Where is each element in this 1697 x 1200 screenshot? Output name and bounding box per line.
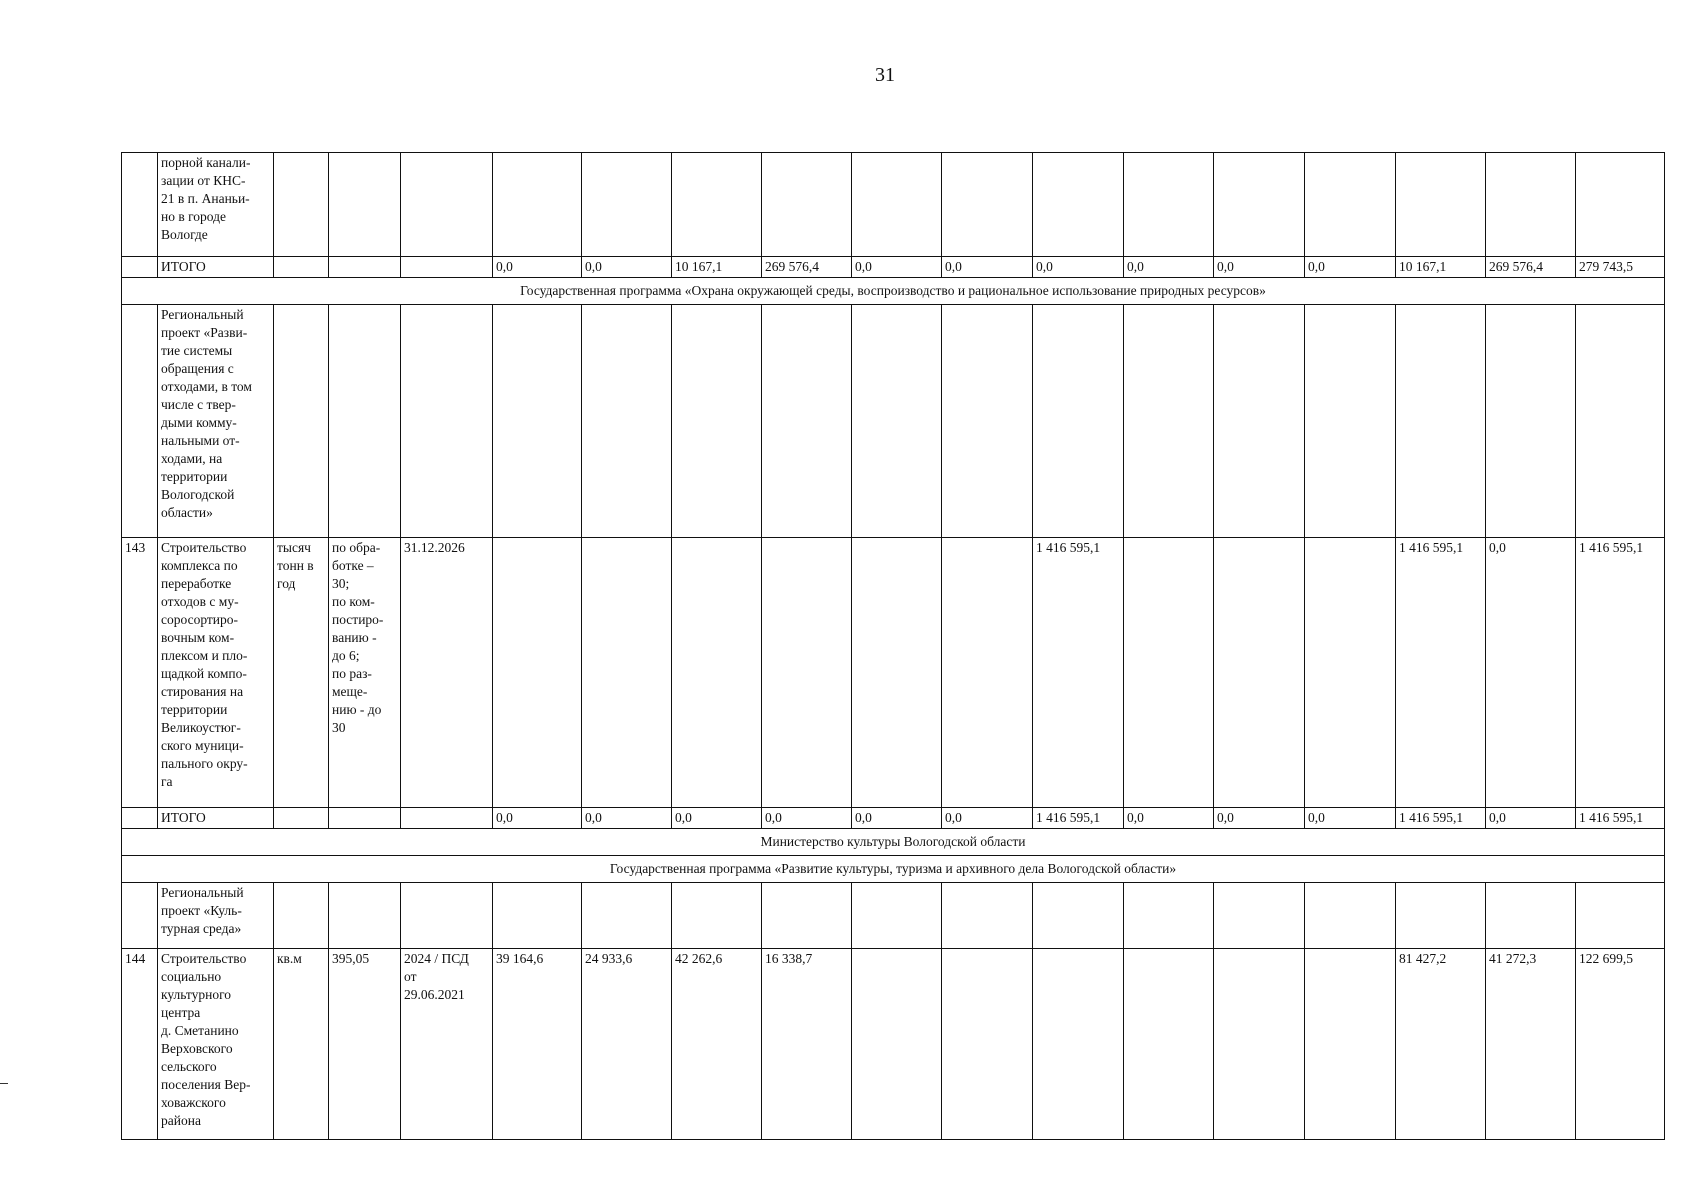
- table-cell: 1 416 595,1: [1396, 808, 1486, 829]
- table-cell: [122, 257, 158, 278]
- table-cell: [1214, 949, 1305, 1140]
- table-cell: 0,0: [852, 257, 942, 278]
- page-number: 31: [875, 64, 895, 86]
- table-cell: 81 427,2: [1396, 949, 1486, 1140]
- budget-table: [121, 152, 1665, 1140]
- table-cell: [1214, 538, 1305, 808]
- table-cell: [942, 305, 1033, 538]
- table-cell: [942, 153, 1033, 257]
- table-cell: [401, 257, 493, 278]
- table-cell: [762, 883, 852, 949]
- table-cell: [1214, 153, 1305, 257]
- row-total-1: [122, 257, 1665, 278]
- table-cell: [329, 305, 401, 538]
- table-cell: [274, 153, 329, 257]
- table-cell: 269 576,4: [762, 257, 852, 278]
- table-cell: 42 262,6: [672, 949, 762, 1140]
- table-cell: [274, 808, 329, 829]
- table-cell: [1124, 305, 1214, 538]
- table-cell: 1 416 595,1: [1033, 808, 1124, 829]
- table-cell: [582, 153, 672, 257]
- table-cell: 2024 / ПСД от 29.06.2021: [401, 949, 493, 1140]
- table-cell: ИТОГО: [158, 808, 274, 829]
- table-cell: [1486, 153, 1576, 257]
- table-cell: 0,0: [852, 808, 942, 829]
- table-cell: 0,0: [1486, 538, 1576, 808]
- table-cell: [672, 305, 762, 538]
- table-cell: [401, 883, 493, 949]
- table-cell: [852, 883, 942, 949]
- table-cell: [672, 538, 762, 808]
- table-cell: 0,0: [1124, 808, 1214, 829]
- table-cell: [672, 883, 762, 949]
- table-cell: 0,0: [1305, 808, 1396, 829]
- table-cell: [493, 538, 582, 808]
- table-cell: [1305, 883, 1396, 949]
- table-cell: 16 338,7: [762, 949, 852, 1140]
- table-cell: ИТОГО: [158, 257, 274, 278]
- table-cell: кв.м: [274, 949, 329, 1140]
- table-cell: [582, 305, 672, 538]
- table-cell: [1033, 883, 1124, 949]
- table-cell: [274, 257, 329, 278]
- table-cell: [762, 538, 852, 808]
- table-cell: 1 416 595,1: [1396, 538, 1486, 808]
- table-cell: 1 416 595,1: [1576, 538, 1665, 808]
- table-cell: [401, 153, 493, 257]
- table-cell: 144: [122, 949, 158, 1140]
- table-cell: [1305, 949, 1396, 1140]
- table-cell: 0,0: [1305, 257, 1396, 278]
- table-cell: [274, 305, 329, 538]
- section-heading: Государственная программа «Охрана окружающей среды, воспроизводство и рациональное использование природных ресурсов»: [122, 278, 1665, 305]
- table-cell: тысяч тонн в год: [274, 538, 329, 808]
- table-cell: 0,0: [672, 808, 762, 829]
- table-cell: [329, 257, 401, 278]
- row-continuation: [122, 153, 1665, 257]
- table-cell: порной канали- зации от КНС- 21 в п. Ананьи- но в городе Вологде: [158, 153, 274, 257]
- table-cell: 24 933,6: [582, 949, 672, 1140]
- table-cell: [852, 305, 942, 538]
- table-cell: 0,0: [493, 808, 582, 829]
- section-heading: Министерство культуры Вологодской области: [122, 829, 1665, 856]
- table-cell: [274, 883, 329, 949]
- table-cell: [852, 153, 942, 257]
- table-cell: 0,0: [493, 257, 582, 278]
- table-cell: 395,05: [329, 949, 401, 1140]
- table-cell: [942, 538, 1033, 808]
- table-cell: [852, 949, 942, 1140]
- row-item-143: [122, 538, 1665, 808]
- table-cell: 1 416 595,1: [1576, 808, 1665, 829]
- row-regional-project-culture: [122, 883, 1665, 949]
- table-cell: [1305, 153, 1396, 257]
- table-cell: [1305, 538, 1396, 808]
- table-cell: 0,0: [1124, 257, 1214, 278]
- table-cell: 0,0: [942, 808, 1033, 829]
- row-program-culture: [122, 856, 1665, 883]
- table-cell: [1396, 305, 1486, 538]
- table-cell: [329, 883, 401, 949]
- table-cell: [493, 305, 582, 538]
- table-cell: [1576, 883, 1665, 949]
- table-cell: [672, 153, 762, 257]
- table-cell: [762, 305, 852, 538]
- table-cell: [1124, 883, 1214, 949]
- table-cell: 0,0: [942, 257, 1033, 278]
- table-cell: [1033, 305, 1124, 538]
- table-cell: [1486, 883, 1576, 949]
- table-cell: 0,0: [1486, 808, 1576, 829]
- table-cell: 122 699,5: [1576, 949, 1665, 1140]
- section-heading: Государственная программа «Развитие культуры, туризма и архивного дела Вологодской области»: [122, 856, 1665, 883]
- table-cell: [1124, 153, 1214, 257]
- table-cell: 39 164,6: [493, 949, 582, 1140]
- table-cell: [329, 808, 401, 829]
- table-cell: Строительство социально культурного центра д. Сметанино Верховского сельского поселения Вер- ховажского района: [158, 949, 274, 1140]
- row-total-2: [122, 808, 1665, 829]
- table-cell: 0,0: [762, 808, 852, 829]
- table-cell: [493, 883, 582, 949]
- table-cell: [1124, 538, 1214, 808]
- table-cell: Региональный проект «Разви- тие системы обращения с отходами, в том числе с твер- дыми комму- нальными от- ходами, на территории Вологодской области»: [158, 305, 274, 538]
- table-cell: 41 272,3: [1486, 949, 1576, 1140]
- table-cell: 143: [122, 538, 158, 808]
- table-cell: Строительство комплекса по переработке отходов с му- соросортиро- вочным ком- плексом и пло- щадкой компо- стирования на территории Великоустюг- ского муници- пального окру- га: [158, 538, 274, 808]
- table-cell: [1305, 305, 1396, 538]
- table-cell: [942, 949, 1033, 1140]
- table-cell: [762, 153, 852, 257]
- table-cell: [329, 153, 401, 257]
- table-cell: [401, 305, 493, 538]
- table-cell: [1576, 305, 1665, 538]
- table-cell: 269 576,4: [1486, 257, 1576, 278]
- row-ministry-culture: [122, 829, 1665, 856]
- table-cell: 31.12.2026: [401, 538, 493, 808]
- table-cell: Региональный проект «Куль- турная среда»: [158, 883, 274, 949]
- table-cell: [122, 305, 158, 538]
- table-cell: [1396, 883, 1486, 949]
- table-cell: [401, 808, 493, 829]
- table-cell: [1486, 305, 1576, 538]
- table-cell: [1124, 949, 1214, 1140]
- table-cell: [582, 883, 672, 949]
- table-cell: [1396, 153, 1486, 257]
- table-cell: [122, 883, 158, 949]
- table-cell: 0,0: [582, 808, 672, 829]
- table-cell: [1033, 153, 1124, 257]
- margin-tick: [0, 1083, 8, 1084]
- row-regional-project-waste: [122, 305, 1665, 538]
- table-cell: 10 167,1: [672, 257, 762, 278]
- table-cell: [1033, 949, 1124, 1140]
- table-cell: [1214, 883, 1305, 949]
- table-cell: [493, 153, 582, 257]
- table-cell: 0,0: [1214, 257, 1305, 278]
- table-cell: 10 167,1: [1396, 257, 1486, 278]
- table-cell: 0,0: [582, 257, 672, 278]
- table-cell: [582, 538, 672, 808]
- row-program-environment: [122, 278, 1665, 305]
- table-cell: [942, 883, 1033, 949]
- table-cell: [122, 153, 158, 257]
- row-item-144: [122, 949, 1665, 1140]
- table-cell: [1214, 305, 1305, 538]
- table-body: [122, 153, 1665, 1140]
- table-cell: по обра- ботке – 30; по ком- постиро- ванию - до 6; по раз- меще- нию - до 30: [329, 538, 401, 808]
- table-cell: 0,0: [1033, 257, 1124, 278]
- table-cell: [122, 808, 158, 829]
- table-cell: [852, 538, 942, 808]
- table-cell: 279 743,5: [1576, 257, 1665, 278]
- table-cell: [1576, 153, 1665, 257]
- table-cell: 1 416 595,1: [1033, 538, 1124, 808]
- table-cell: 0,0: [1214, 808, 1305, 829]
